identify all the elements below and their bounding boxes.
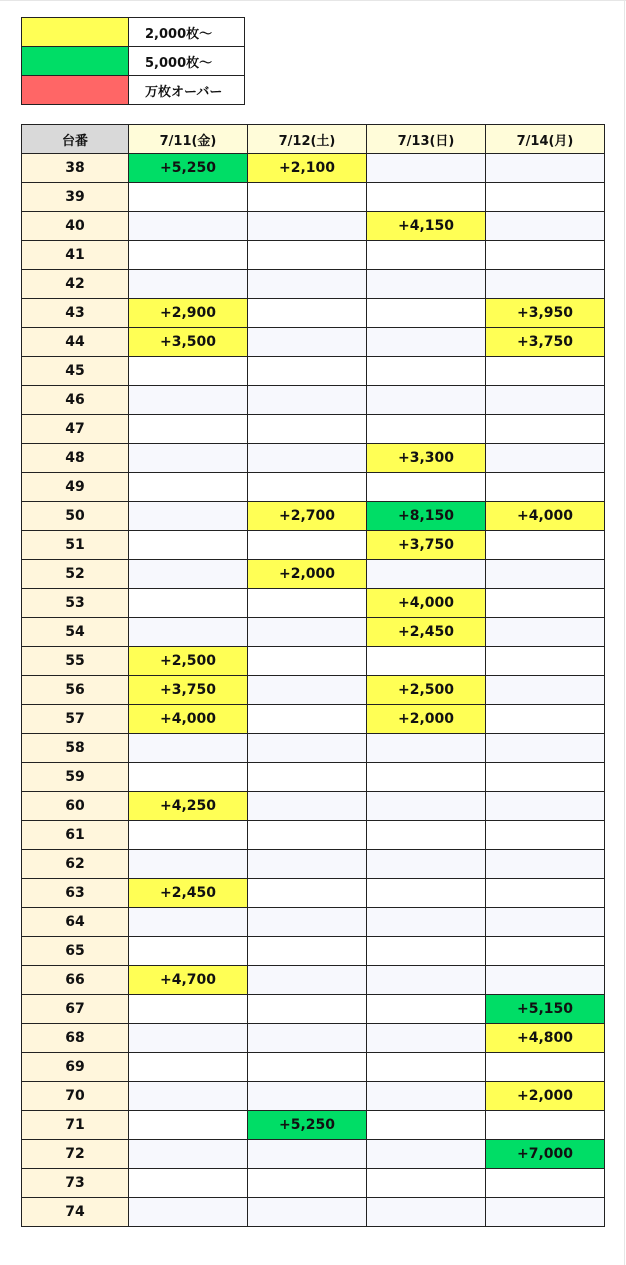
machine-number: 70: [22, 1082, 129, 1111]
payout-cell: [367, 1024, 486, 1053]
legend-swatch: [22, 18, 129, 47]
payout-cell: +2,450: [129, 879, 248, 908]
machine-number: 57: [22, 705, 129, 734]
date-header: 7/11(金): [129, 125, 248, 154]
payout-cell: [486, 444, 605, 473]
payout-cell: [486, 647, 605, 676]
payout-cell: [248, 1082, 367, 1111]
payout-cell: [486, 734, 605, 763]
machine-number: 59: [22, 763, 129, 792]
table-row: [22, 792, 605, 821]
payout-cell: [486, 531, 605, 560]
payout-cell: [248, 299, 367, 328]
payout-cell: +4,700: [129, 966, 248, 995]
payout-cell: [248, 328, 367, 357]
payout-cell: [486, 1198, 605, 1227]
top-border: [0, 0, 626, 1]
payout-cell: [129, 763, 248, 792]
payout-cell: +2,000: [248, 560, 367, 589]
payout-cell: [248, 531, 367, 560]
payout-cell: [248, 792, 367, 821]
header-row: [22, 125, 605, 154]
payout-cell: [486, 212, 605, 241]
table-row: [22, 154, 605, 183]
machine-number: 63: [22, 879, 129, 908]
machine-number: 69: [22, 1053, 129, 1082]
table-row: [22, 589, 605, 618]
machine-number: 50: [22, 502, 129, 531]
machine-number: 53: [22, 589, 129, 618]
payout-cell: [248, 850, 367, 879]
legend-swatch: [22, 76, 129, 105]
payout-cell: [248, 705, 367, 734]
payout-cell: [129, 270, 248, 299]
table-row: [22, 1111, 605, 1140]
payout-cell: [129, 357, 248, 386]
machine-number: 61: [22, 821, 129, 850]
machine-number: 73: [22, 1169, 129, 1198]
table-row: [22, 705, 605, 734]
machine-number: 74: [22, 1198, 129, 1227]
payout-cell: [367, 1082, 486, 1111]
table-row: [22, 241, 605, 270]
machine-number: 44: [22, 328, 129, 357]
table-row: [22, 647, 605, 676]
payout-cell: [486, 966, 605, 995]
payout-cell: [248, 821, 367, 850]
payout-cell: [367, 647, 486, 676]
table-row: [22, 879, 605, 908]
payout-cell: [367, 357, 486, 386]
table-row: [22, 212, 605, 241]
machine-number: 52: [22, 560, 129, 589]
table-row: [22, 850, 605, 879]
table-row: [22, 444, 605, 473]
payout-cell: [129, 734, 248, 763]
payout-cell: [486, 357, 605, 386]
machine-number-header: 台番: [22, 125, 129, 154]
payout-cell: [248, 908, 367, 937]
machine-number: 58: [22, 734, 129, 763]
payout-cell: [486, 1111, 605, 1140]
payout-cell: +2,100: [248, 154, 367, 183]
payout-cell: [129, 618, 248, 647]
table-row: [22, 386, 605, 415]
payout-cell: [129, 531, 248, 560]
payout-cell: [367, 299, 486, 328]
payout-cell: [486, 415, 605, 444]
machine-number: 67: [22, 995, 129, 1024]
payout-cell: [248, 183, 367, 212]
machine-number: 72: [22, 1140, 129, 1169]
payout-cell: [248, 937, 367, 966]
machine-number: 64: [22, 908, 129, 937]
payout-cell: [486, 850, 605, 879]
payout-cell: [129, 1169, 248, 1198]
payout-cell: [367, 792, 486, 821]
payout-cell: [248, 734, 367, 763]
payout-cell: [129, 1082, 248, 1111]
payout-cell: [486, 154, 605, 183]
payout-cell: [129, 1198, 248, 1227]
legend-swatch: [22, 47, 129, 76]
payout-cell: [486, 763, 605, 792]
machine-number: 43: [22, 299, 129, 328]
table-row: [22, 1082, 605, 1111]
payout-cell: +4,000: [486, 502, 605, 531]
payout-cell: [248, 444, 367, 473]
payout-table: [21, 124, 605, 1227]
machine-number: 49: [22, 473, 129, 502]
machine-number: 46: [22, 386, 129, 415]
payout-cell: [486, 676, 605, 705]
payout-cell: [129, 1024, 248, 1053]
payout-cell: [367, 966, 486, 995]
legend-row: [22, 76, 245, 105]
payout-cell: [367, 415, 486, 444]
date-header: 7/13(日): [367, 125, 486, 154]
payout-cell: +2,450: [367, 618, 486, 647]
table-row: [22, 1140, 605, 1169]
payout-cell: [486, 879, 605, 908]
table-row: [22, 937, 605, 966]
payout-cell: [486, 386, 605, 415]
machine-number: 54: [22, 618, 129, 647]
payout-cell: [486, 908, 605, 937]
table-row: [22, 299, 605, 328]
payout-cell: [129, 560, 248, 589]
payout-cell: [486, 1169, 605, 1198]
payout-cell: [248, 386, 367, 415]
payout-cell: [248, 676, 367, 705]
payout-cell: [129, 995, 248, 1024]
payout-cell: [367, 1111, 486, 1140]
machine-number: 51: [22, 531, 129, 560]
payout-cell: [248, 1053, 367, 1082]
payout-cell: [367, 937, 486, 966]
payout-cell: [486, 1053, 605, 1082]
payout-cell: +5,150: [486, 995, 605, 1024]
payout-cell: [248, 241, 367, 270]
payout-cell: +4,000: [367, 589, 486, 618]
payout-cell: [248, 763, 367, 792]
payout-cell: [486, 589, 605, 618]
table-row: [22, 560, 605, 589]
payout-cell: [367, 1140, 486, 1169]
payout-cell: [367, 1053, 486, 1082]
payout-cell: [248, 879, 367, 908]
legend-row: [22, 18, 245, 47]
payout-cell: +4,000: [129, 705, 248, 734]
payout-cell: +3,300: [367, 444, 486, 473]
machine-number: 65: [22, 937, 129, 966]
legend-row: [22, 47, 245, 76]
payout-cell: [129, 821, 248, 850]
machine-number: 68: [22, 1024, 129, 1053]
payout-cell: [486, 473, 605, 502]
payout-cell: [129, 908, 248, 937]
machine-number: 56: [22, 676, 129, 705]
payout-cell: [129, 386, 248, 415]
payout-cell: +4,250: [129, 792, 248, 821]
payout-cell: [486, 705, 605, 734]
date-header: 7/14(月): [486, 125, 605, 154]
payout-cell: +2,500: [129, 647, 248, 676]
payout-cell: [367, 995, 486, 1024]
payout-cell: [486, 792, 605, 821]
machine-number: 48: [22, 444, 129, 473]
table-row: [22, 1198, 605, 1227]
payout-cell: [248, 1198, 367, 1227]
payout-cell: [129, 589, 248, 618]
table-row: [22, 763, 605, 792]
table-row: [22, 270, 605, 299]
payout-cell: [367, 560, 486, 589]
payout-cell: +2,000: [367, 705, 486, 734]
payout-cell: [129, 212, 248, 241]
payout-cell: [367, 763, 486, 792]
payout-cell: [248, 270, 367, 299]
payout-cell: [248, 1169, 367, 1198]
payout-cell: [367, 473, 486, 502]
payout-cell: [486, 618, 605, 647]
payout-cell: +2,500: [367, 676, 486, 705]
payout-cell: [486, 560, 605, 589]
payout-cell: [367, 1198, 486, 1227]
payout-cell: [486, 183, 605, 212]
table-row: [22, 183, 605, 212]
payout-cell: +3,750: [129, 676, 248, 705]
payout-cell: [367, 241, 486, 270]
table-row: [22, 995, 605, 1024]
payout-cell: [367, 734, 486, 763]
machine-number: 40: [22, 212, 129, 241]
payout-cell: [248, 966, 367, 995]
legend-label: 2,000枚～: [129, 18, 245, 47]
payout-cell: [248, 647, 367, 676]
table-row: [22, 473, 605, 502]
machine-number: 38: [22, 154, 129, 183]
payout-cell: [367, 879, 486, 908]
table-row: [22, 328, 605, 357]
payout-cell: [486, 241, 605, 270]
table-row: [22, 1024, 605, 1053]
payout-cell: [129, 937, 248, 966]
payout-cell: [367, 270, 486, 299]
machine-number: 41: [22, 241, 129, 270]
payout-cell: [248, 357, 367, 386]
payout-cell: +5,250: [248, 1111, 367, 1140]
machine-number: 42: [22, 270, 129, 299]
payout-cell: [367, 328, 486, 357]
payout-cell: [129, 1053, 248, 1082]
legend-label: 5,000枚～: [129, 47, 245, 76]
payout-cell: [129, 444, 248, 473]
payout-cell: [248, 473, 367, 502]
payout-cell: +2,900: [129, 299, 248, 328]
payout-cell: [129, 850, 248, 879]
machine-number: 71: [22, 1111, 129, 1140]
payout-cell: +8,150: [367, 502, 486, 531]
payout-cell: +2,700: [248, 502, 367, 531]
payout-cell: +3,750: [486, 328, 605, 357]
payout-cell: [129, 502, 248, 531]
right-border: [624, 0, 625, 1265]
payout-cell: [129, 1140, 248, 1169]
machine-number: 60: [22, 792, 129, 821]
payout-cell: [129, 473, 248, 502]
payout-cell: [248, 212, 367, 241]
table-row: [22, 357, 605, 386]
payout-cell: [367, 908, 486, 937]
table-row: [22, 415, 605, 444]
payout-cell: +7,000: [486, 1140, 605, 1169]
payout-cell: [248, 415, 367, 444]
table-row: [22, 734, 605, 763]
machine-number: 62: [22, 850, 129, 879]
machine-number: 47: [22, 415, 129, 444]
payout-cell: +3,750: [367, 531, 486, 560]
payout-cell: +4,800: [486, 1024, 605, 1053]
payout-cell: [248, 1140, 367, 1169]
payout-cell: [486, 270, 605, 299]
machine-number: 66: [22, 966, 129, 995]
payout-cell: [129, 415, 248, 444]
payout-cell: [129, 241, 248, 270]
color-legend: [21, 17, 245, 105]
payout-cell: +5,250: [129, 154, 248, 183]
payout-cell: [367, 821, 486, 850]
table-row: [22, 1053, 605, 1082]
payout-cell: [248, 995, 367, 1024]
payout-cell: [367, 154, 486, 183]
payout-cell: [367, 183, 486, 212]
payout-cell: [367, 386, 486, 415]
table-row: [22, 676, 605, 705]
payout-cell: [248, 1024, 367, 1053]
date-header: 7/12(土): [248, 125, 367, 154]
table-row: [22, 821, 605, 850]
legend-label: 万枚オーバー: [129, 76, 245, 105]
payout-cell: [248, 618, 367, 647]
payout-cell: [129, 183, 248, 212]
machine-number: 45: [22, 357, 129, 386]
payout-cell: [129, 1111, 248, 1140]
payout-cell: [248, 589, 367, 618]
machine-number: 55: [22, 647, 129, 676]
table-row: [22, 966, 605, 995]
table-row: [22, 908, 605, 937]
table-row: [22, 618, 605, 647]
table-row: [22, 502, 605, 531]
payout-cell: +3,500: [129, 328, 248, 357]
payout-cell: +3,950: [486, 299, 605, 328]
table-row: [22, 531, 605, 560]
payout-cell: [367, 1169, 486, 1198]
payout-cell: [486, 821, 605, 850]
payout-cell: +4,150: [367, 212, 486, 241]
payout-cell: [486, 937, 605, 966]
table-row: [22, 1169, 605, 1198]
payout-cell: [367, 850, 486, 879]
payout-cell: +2,000: [486, 1082, 605, 1111]
machine-number: 39: [22, 183, 129, 212]
